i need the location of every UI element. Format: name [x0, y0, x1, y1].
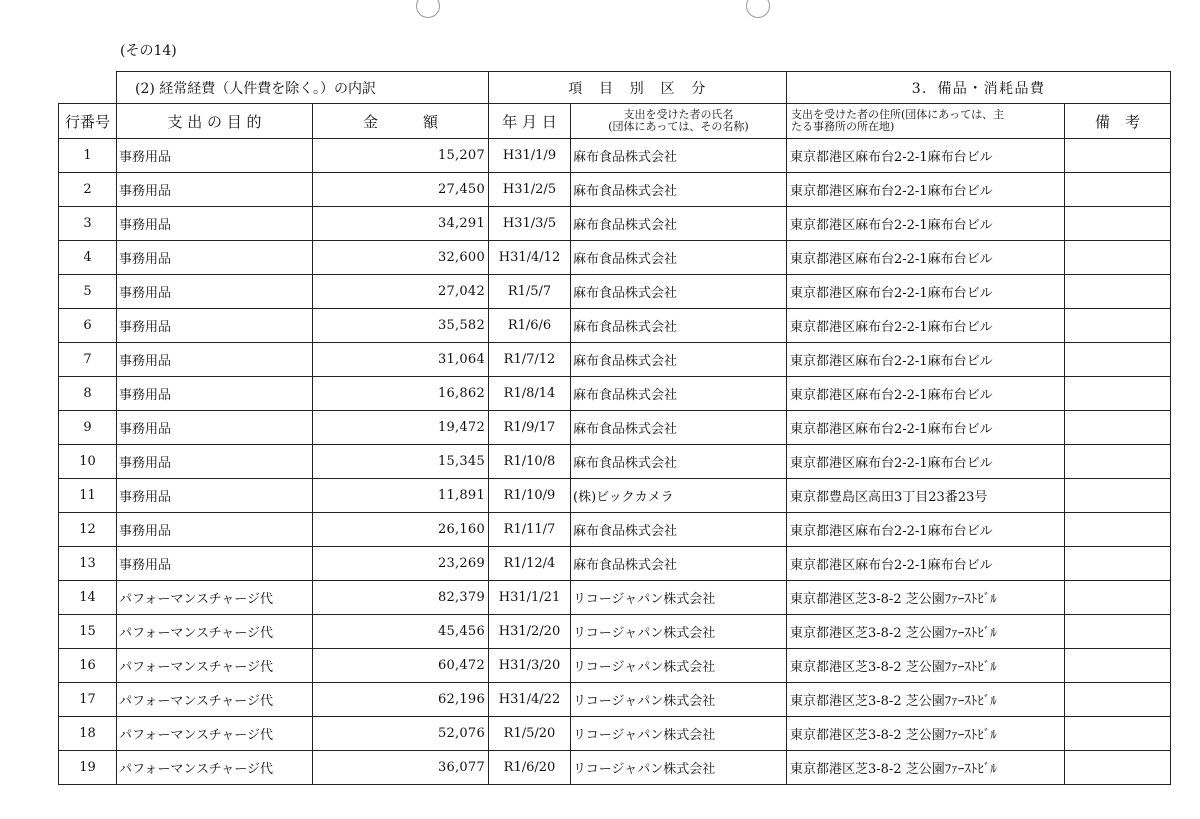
table-row [59, 581, 1171, 615]
page-label: (その14) [120, 43, 177, 59]
row-remarks [1065, 207, 1171, 241]
row-address: 東京都港区芝3-8-2 芝公園ﾌｧｰｽﾄﾋﾞﾙ [787, 615, 1065, 649]
row-remarks [1065, 173, 1171, 207]
col-address [787, 104, 1065, 139]
row-address: 東京都港区芝3-8-2 芝公園ﾌｧｰｽﾄﾋﾞﾙ [787, 683, 1065, 717]
row-remarks [1065, 275, 1171, 309]
table-row [59, 275, 1171, 309]
row-address: 東京都港区芝3-8-2 芝公園ﾌｧｰｽﾄﾋﾞﾙ [787, 649, 1065, 683]
row-purpose: パフォーマンスチャージ代 [117, 683, 313, 717]
row-date: R1/9/17 [489, 411, 571, 445]
row-address: 東京都港区麻布台2-2-1麻布台ビル [787, 275, 1065, 309]
row-address: 東京都港区麻布台2-2-1麻布台ビル [787, 411, 1065, 445]
col-address-line1: 支出を受けた者の住所(団体にあっては、主 [791, 108, 1005, 121]
row-number: 3 [59, 207, 117, 241]
row-number: 5 [59, 275, 117, 309]
table-row [59, 683, 1171, 717]
row-amount: 26,160 [313, 513, 489, 547]
row-remarks [1065, 241, 1171, 275]
col-remarks: 備 考 [1065, 104, 1171, 139]
row-payee: 麻布食品株式会社 [571, 139, 787, 173]
row-remarks [1065, 411, 1171, 445]
row-number: 11 [59, 479, 117, 513]
table-row [59, 445, 1171, 479]
row-number: 13 [59, 547, 117, 581]
row-remarks [1065, 377, 1171, 411]
row-amount: 15,345 [313, 445, 489, 479]
row-address: 東京都港区麻布台2-2-1麻布台ビル [787, 241, 1065, 275]
row-payee: 麻布食品株式会社 [571, 275, 787, 309]
row-payee: 麻布食品株式会社 [571, 547, 787, 581]
row-remarks [1065, 615, 1171, 649]
row-purpose: パフォーマンスチャージ代 [117, 649, 313, 683]
row-purpose: 事務用品 [117, 241, 313, 275]
row-date: R1/6/20 [489, 751, 571, 785]
row-amount: 60,472 [313, 649, 489, 683]
section-title: (2) 経常経費（人件費を除く。）の内訳 [117, 72, 489, 104]
row-payee: 麻布食品株式会社 [571, 207, 787, 241]
expense-table [58, 71, 1171, 785]
row-address: 東京都港区麻布台2-2-1麻布台ビル [787, 207, 1065, 241]
row-number: 10 [59, 445, 117, 479]
row-remarks [1065, 139, 1171, 173]
row-amount: 27,042 [313, 275, 489, 309]
table-row [59, 615, 1171, 649]
table-row [59, 139, 1171, 173]
row-date: R1/7/12 [489, 343, 571, 377]
row-address: 東京都豊島区高田3丁目23番23号 [787, 479, 1065, 513]
row-amount: 45,456 [313, 615, 489, 649]
row-address: 東京都港区麻布台2-2-1麻布台ビル [787, 377, 1065, 411]
row-date: R1/10/8 [489, 445, 571, 479]
table-row [59, 717, 1171, 751]
row-purpose: 事務用品 [117, 207, 313, 241]
row-amount: 11,891 [313, 479, 489, 513]
table-row [59, 343, 1171, 377]
row-date: H31/1/9 [489, 139, 571, 173]
table-row [59, 411, 1171, 445]
blank-corner [59, 72, 117, 104]
row-payee: リコージャパン株式会社 [571, 649, 787, 683]
row-number: 17 [59, 683, 117, 717]
row-purpose: 事務用品 [117, 547, 313, 581]
table-row [59, 649, 1171, 683]
punch-hole-left [416, 0, 440, 18]
row-purpose: 事務用品 [117, 377, 313, 411]
row-date: R1/6/6 [489, 309, 571, 343]
row-payee: 麻布食品株式会社 [571, 343, 787, 377]
row-payee: 麻布食品株式会社 [571, 173, 787, 207]
row-address: 東京都港区芝3-8-2 芝公園ﾌｧｰｽﾄﾋﾞﾙ [787, 581, 1065, 615]
category-header-row [59, 72, 1171, 104]
row-purpose: 事務用品 [117, 411, 313, 445]
row-payee: (株)ビックカメラ [571, 479, 787, 513]
row-payee: 麻布食品株式会社 [571, 411, 787, 445]
row-date: H31/4/12 [489, 241, 571, 275]
col-purpose: 支 出 の 目 的 [117, 104, 313, 139]
row-remarks [1065, 649, 1171, 683]
row-remarks [1065, 343, 1171, 377]
row-remarks [1065, 751, 1171, 785]
row-address: 東京都港区麻布台2-2-1麻布台ビル [787, 445, 1065, 479]
row-payee: リコージャパン株式会社 [571, 683, 787, 717]
row-purpose: 事務用品 [117, 479, 313, 513]
table-body [59, 139, 1171, 785]
table-row [59, 241, 1171, 275]
row-number: 16 [59, 649, 117, 683]
row-purpose: 事務用品 [117, 309, 313, 343]
row-remarks [1065, 581, 1171, 615]
row-date: H31/3/20 [489, 649, 571, 683]
row-number: 2 [59, 173, 117, 207]
row-payee: 麻布食品株式会社 [571, 513, 787, 547]
col-payee [571, 104, 787, 139]
col-date: 年 月 日 [489, 104, 571, 139]
row-remarks [1065, 717, 1171, 751]
row-amount: 32,600 [313, 241, 489, 275]
row-remarks [1065, 683, 1171, 717]
column-header-row [59, 104, 1171, 139]
row-payee: リコージャパン株式会社 [571, 717, 787, 751]
row-amount: 27,450 [313, 173, 489, 207]
row-address: 東京都港区芝3-8-2 芝公園ﾌｧｰｽﾄﾋﾞﾙ [787, 717, 1065, 751]
row-date: R1/5/7 [489, 275, 571, 309]
row-address: 東京都港区麻布台2-2-1麻布台ビル [787, 547, 1065, 581]
row-date: R1/12/4 [489, 547, 571, 581]
row-address: 東京都港区芝3-8-2 芝公園ﾌｧｰｽﾄﾋﾞﾙ [787, 751, 1065, 785]
row-number: 9 [59, 411, 117, 445]
row-number: 14 [59, 581, 117, 615]
table-row [59, 513, 1171, 547]
row-date: R1/10/9 [489, 479, 571, 513]
row-date: R1/5/20 [489, 717, 571, 751]
table-row [59, 377, 1171, 411]
row-remarks [1065, 479, 1171, 513]
row-amount: 52,076 [313, 717, 489, 751]
table-row [59, 479, 1171, 513]
row-number: 1 [59, 139, 117, 173]
row-purpose: パフォーマンスチャージ代 [117, 615, 313, 649]
row-address: 東京都港区麻布台2-2-1麻布台ビル [787, 173, 1065, 207]
row-number: 12 [59, 513, 117, 547]
row-amount: 15,207 [313, 139, 489, 173]
row-payee: 麻布食品株式会社 [571, 377, 787, 411]
punch-hole-right [746, 0, 770, 18]
row-date: H31/2/20 [489, 615, 571, 649]
row-remarks [1065, 445, 1171, 479]
row-purpose: 事務用品 [117, 513, 313, 547]
table-row [59, 173, 1171, 207]
row-number: 18 [59, 717, 117, 751]
row-number: 8 [59, 377, 117, 411]
row-date: H31/3/5 [489, 207, 571, 241]
table-row [59, 751, 1171, 785]
row-purpose: 事務用品 [117, 139, 313, 173]
row-payee: 麻布食品株式会社 [571, 309, 787, 343]
row-amount: 34,291 [313, 207, 489, 241]
row-amount: 23,269 [313, 547, 489, 581]
col-address-line2: たる事務所の所在地) [791, 120, 895, 133]
row-purpose: パフォーマンスチャージ代 [117, 581, 313, 615]
row-address: 東京都港区麻布台2-2-1麻布台ビル [787, 309, 1065, 343]
table-row [59, 309, 1171, 343]
row-number: 15 [59, 615, 117, 649]
row-amount: 19,472 [313, 411, 489, 445]
row-address: 東京都港区麻布台2-2-1麻布台ビル [787, 513, 1065, 547]
row-purpose: 事務用品 [117, 343, 313, 377]
row-payee: リコージャパン株式会社 [571, 615, 787, 649]
col-row-no: 行番号 [59, 104, 117, 139]
row-address: 東京都港区麻布台2-2-1麻布台ビル [787, 139, 1065, 173]
row-remarks [1065, 547, 1171, 581]
row-number: 7 [59, 343, 117, 377]
row-remarks [1065, 513, 1171, 547]
row-date: H31/2/5 [489, 173, 571, 207]
row-payee: リコージャパン株式会社 [571, 751, 787, 785]
table-row [59, 547, 1171, 581]
row-amount: 31,064 [313, 343, 489, 377]
category-value: 3．備品・消耗品費 [787, 72, 1171, 104]
row-address: 東京都港区麻布台2-2-1麻布台ビル [787, 343, 1065, 377]
row-date: R1/11/7 [489, 513, 571, 547]
row-date: H31/4/22 [489, 683, 571, 717]
row-amount: 35,582 [313, 309, 489, 343]
row-amount: 16,862 [313, 377, 489, 411]
row-number: 6 [59, 309, 117, 343]
row-number: 4 [59, 241, 117, 275]
row-purpose: パフォーマンスチャージ代 [117, 717, 313, 751]
row-payee: 麻布食品株式会社 [571, 445, 787, 479]
row-date: R1/8/14 [489, 377, 571, 411]
row-amount: 62,196 [313, 683, 489, 717]
row-date: H31/1/21 [489, 581, 571, 615]
col-payee-line2: (団体にあっては、その名称) [608, 120, 749, 133]
row-amount: 82,379 [313, 581, 489, 615]
col-payee-line1: 支出を受けた者の氏名 [623, 108, 734, 121]
category-title: 項 目 別 区 分 [489, 72, 787, 104]
row-number: 19 [59, 751, 117, 785]
row-payee: 麻布食品株式会社 [571, 241, 787, 275]
row-purpose: 事務用品 [117, 445, 313, 479]
row-payee: リコージャパン株式会社 [571, 581, 787, 615]
col-amount: 金 額 [313, 104, 489, 139]
row-purpose: 事務用品 [117, 275, 313, 309]
row-amount: 36,077 [313, 751, 489, 785]
row-purpose: 事務用品 [117, 173, 313, 207]
row-remarks [1065, 309, 1171, 343]
row-purpose: パフォーマンスチャージ代 [117, 751, 313, 785]
table-row [59, 207, 1171, 241]
